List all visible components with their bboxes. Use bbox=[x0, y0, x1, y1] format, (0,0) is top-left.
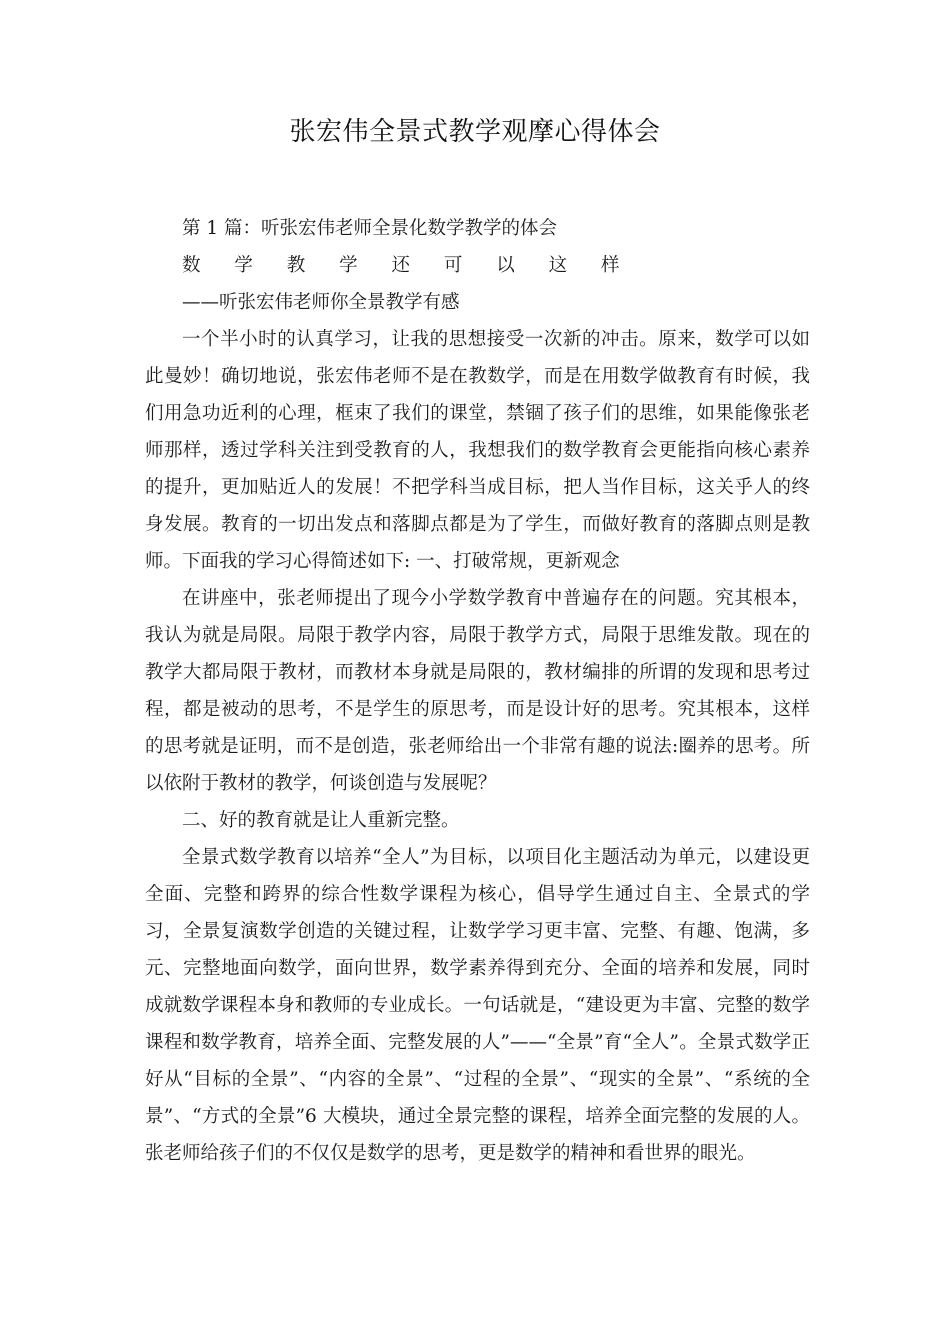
paragraph: 二、好的教育就是让人重新完整。 bbox=[182, 810, 460, 831]
section-subheading: ——听张宏伟老师你全景教学有感 bbox=[182, 292, 460, 313]
paragraph: 全景式数学教育以培养“全人”为目标，以项目化主题活动为单元，以建设更全面、完整和跨界的综合性数学课程为核心，倡导学生通过自主、全景式的学习，全景复演数学创造的关键过程，让数学学习更丰富、完整、有趣、饱满，多元、完整地面向数学，面向世界，数学素养得到充分、全面的培养和发展，同时成就数学课程本身和教师的专业成长。一句话就是，“建设更为丰富、完整的数学课程和数学教育，培养全面、完整发展的人”——“全景”育“全人”。全景式数学正好从“目标的全景”、“内容的全景”、“过程的全景”、“现实的全景”、“系统的全景”、“方式的全景”6 大模块，通过全景完整的课程，培养全面完整的发展的人。张老师给孩子们的不仅仅是数学的思考，更是数学的精神和看世界的眼光。 bbox=[145, 847, 810, 1164]
section-subtitle: 数 学 教 学 还 可 以 这 样 bbox=[182, 255, 634, 276]
section-heading: 第 1 篇：听张宏伟老师全景化数学教学的体会 bbox=[182, 218, 558, 239]
paragraph: 在讲座中，张老师提出了现今小学数学教育中普遍存在的问题。究其根本，我认为就是局限。局限于教学内容，局限于教学方式，局限于思维发散。现在的教学大都局限于教材，而教材本身就是局限的，教材编排的所谓的发现和思考过程，都是被动的思考，不是学生的原思考，而是设计好的思考。究其根本，这样的思考就是证明，而不是创造，张老师给出一个非常有趣的说法:圈养的思考。所以依附于教材的教学，何谈创造与发展呢？ bbox=[145, 588, 810, 794]
document-title: 张宏伟全景式教学观摩心得体会 bbox=[289, 117, 661, 147]
document-body bbox=[145, 210, 810, 1172]
paragraph: 一个半小时的认真学习，让我的思想接受一次新的冲击。原来，数学可以如此曼妙！确切地说，张宏伟老师不是在教数学，而是在用数学做教育有时候，我们用急功近利的心理，框束了我们的课堂，禁锢了孩子们的思维，如果能像张老师那样，透过学科关注到受教育的人，我想我们的数学教育会更能指向核心素养的提升，更加贴近人的发展！不把学科当成目标，把人当作目标，这关乎人的终身发展。教育的一切出发点和落脚点都是为了学生，而做好教育的落脚点则是教师。下面我的学习心得简述如下: 一、打破常规，更新观念 bbox=[145, 329, 810, 572]
